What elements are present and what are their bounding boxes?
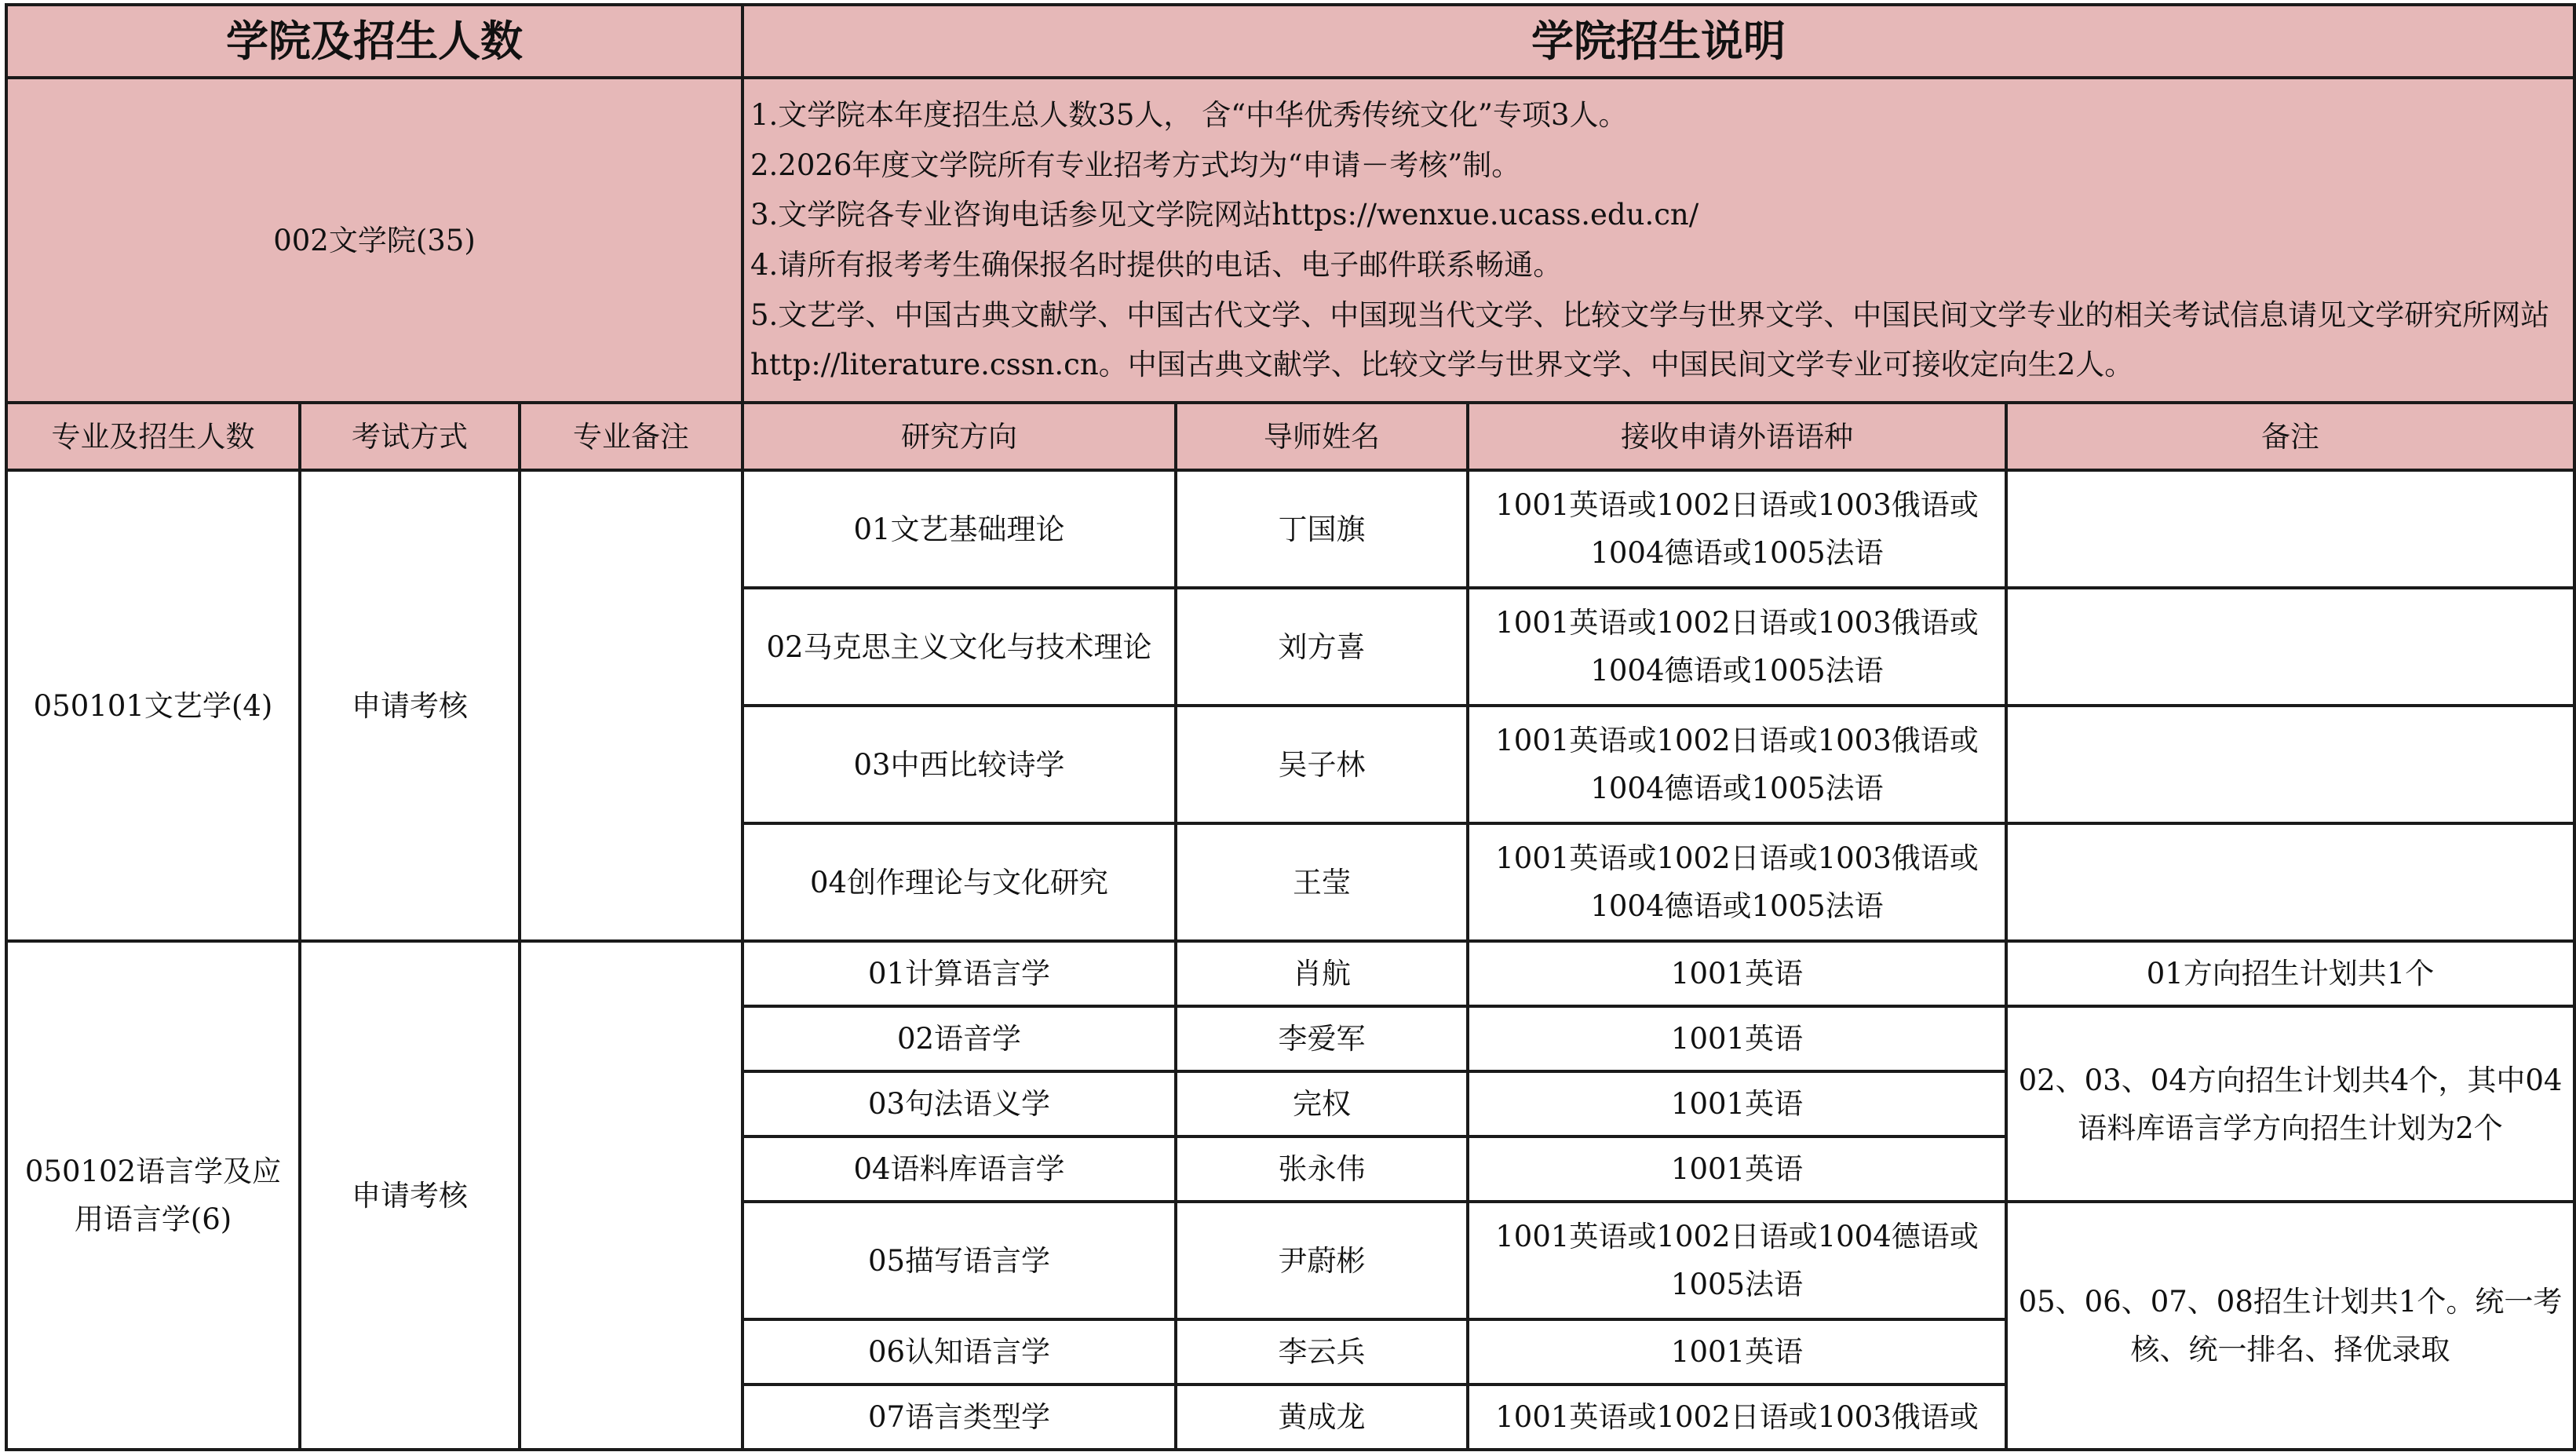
advisor-name: 吴子林: [1176, 706, 1468, 823]
column-header-note: 备注: [2006, 403, 2574, 470]
research-direction: 02马克思主义文化与技术理论: [743, 588, 1176, 706]
research-direction: 07语言类型学: [743, 1385, 1176, 1450]
research-direction: 03中西比较诗学: [743, 706, 1176, 823]
college-note-3: 3.文学院各专业咨询电话参见文学院网站https://wenxue.ucass.edu.cn/: [750, 198, 1699, 232]
major-name: 050101文艺学(4): [6, 470, 300, 941]
research-direction: 04语料库语言学: [743, 1136, 1176, 1202]
research-direction: 06认知语言学: [743, 1319, 1176, 1385]
foreign-language: 1001英语或1002日语或1003俄语或1004德语或1005法语: [1468, 823, 2006, 941]
foreign-language: 1001英语或1002日语或1003俄语或1004德语或1005法语: [1468, 706, 2006, 823]
advisor-name: 王莹: [1176, 823, 1468, 941]
advisor-name: 肖航: [1176, 941, 1468, 1006]
foreign-language: 1001英语: [1468, 1006, 2006, 1071]
advisor-name: 完权: [1176, 1071, 1468, 1136]
foreign-language: 1001英语或1002日语或1003俄语或: [1468, 1385, 2006, 1450]
major-remark: [520, 470, 743, 941]
college-note-4: 4.请所有报考考生确保报名时提供的电话、电子邮件联系畅通。: [750, 248, 1563, 283]
column-header-advisor: 导师姓名: [1176, 403, 1468, 470]
foreign-language: 1001英语: [1468, 1319, 2006, 1385]
column-header-major: 专业及招生人数: [6, 403, 300, 470]
college-note-2: 2.2026年度文学院所有专业招考方式均为“申请－考核”制。: [750, 148, 1521, 182]
table-row: [6, 470, 2574, 588]
college-count-header: 学院及招生人数: [6, 5, 743, 78]
exam-method: 申请考核: [300, 941, 520, 1450]
research-direction: 03句法语义学: [743, 1071, 1176, 1136]
column-header-major-remark: 专业备注: [520, 403, 743, 470]
college-desc-header: 学院招生说明: [743, 5, 2574, 78]
college-note-1: 1.文学院本年度招生总人数35人， 含“中华优秀传统文化”专项3人。: [750, 98, 1628, 133]
advisor-name: 丁国旗: [1176, 470, 1468, 588]
advisor-name: 李云兵: [1176, 1319, 1468, 1385]
row-note: [2006, 588, 2574, 706]
row-note: [2006, 823, 2574, 941]
research-direction: 05描写语言学: [743, 1202, 1176, 1319]
foreign-language: 1001英语: [1468, 1071, 2006, 1136]
research-direction: 01文艺基础理论: [743, 470, 1176, 588]
row-note: [2006, 706, 2574, 823]
table-row: [6, 941, 2574, 1006]
advisor-name: 李爱军: [1176, 1006, 1468, 1071]
enrollment-table: [5, 3, 2576, 1451]
research-direction: 02语音学: [743, 1006, 1176, 1071]
advisor-name: 张永伟: [1176, 1136, 1468, 1202]
research-direction: 01计算语言学: [743, 941, 1176, 1006]
major-remark: [520, 941, 743, 1450]
research-direction: 04创作理论与文化研究: [743, 823, 1176, 941]
college-name: 002文学院(35): [6, 78, 743, 403]
advisor-name: 黄成龙: [1176, 1385, 1468, 1450]
advisor-name: 刘方喜: [1176, 588, 1468, 706]
row-note: 01方向招生计划共1个: [2006, 941, 2574, 1006]
foreign-language: 1001英语或1002日语或1003俄语或1004德语或1005法语: [1468, 588, 2006, 706]
major-name: 050102语言学及应用语言学(6): [6, 941, 300, 1450]
college-note-5: 5.文艺学、中国古典文献学、中国古代文学、中国现当代文学、比较文学与世界文学、中国民间文学专业的相关考试信息请见文学研究所网站http://literature.cssn.cn。中国古典文献学、比较文学与世界文学、中国民间文学专业可接收定向生2人。: [750, 297, 2550, 382]
row-note: 02、03、04方向招生计划共4个，其中04语料库语言学方向招生计划为2个: [2006, 1006, 2574, 1202]
college-notes: [743, 78, 2574, 403]
exam-method: 申请考核: [300, 470, 520, 941]
advisor-name: 尹蔚彬: [1176, 1202, 1468, 1319]
foreign-language: 1001英语或1002日语或1004德语或1005法语: [1468, 1202, 2006, 1319]
column-header-exam: 考试方式: [300, 403, 520, 470]
column-header-language: 接收申请外语语种: [1468, 403, 2006, 470]
foreign-language: 1001英语或1002日语或1003俄语或1004德语或1005法语: [1468, 470, 2006, 588]
row-note: 05、06、07、08招生计划共1个。统一考核、统一排名、择优录取: [2006, 1202, 2574, 1450]
column-header-direction: 研究方向: [743, 403, 1176, 470]
row-note: [2006, 470, 2574, 588]
foreign-language: 1001英语: [1468, 941, 2006, 1006]
foreign-language: 1001英语: [1468, 1136, 2006, 1202]
